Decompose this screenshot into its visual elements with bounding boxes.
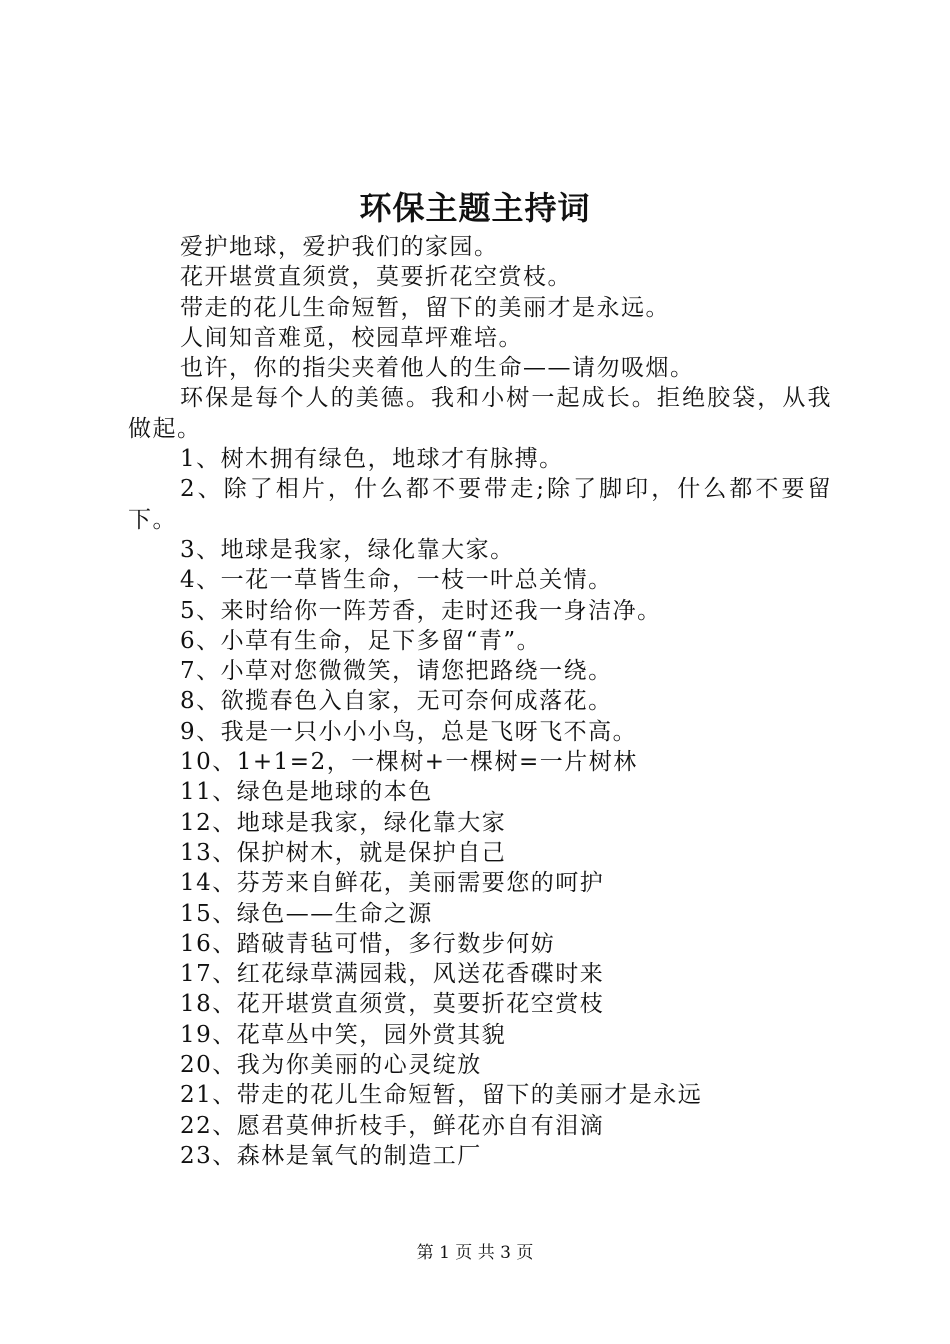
- paragraph: 11、绿色是地球的本色: [180, 779, 433, 806]
- paragraph: 5、来时给你一阵芳香，走时还我一身洁净。: [180, 597, 662, 624]
- page-title: 环保主题主持词: [359, 189, 591, 227]
- page-footer: 第 1 页 共 3 页: [416, 1243, 534, 1263]
- paragraph: 18、花开堪赏直须赏，莫要折花空赏枝: [180, 991, 605, 1018]
- paragraph: 环保是每个人的美德。我和小树一起成长。拒绝胶袋，从我做起。: [128, 385, 832, 442]
- paragraph: 23、森林是氧气的制造工厂: [180, 1142, 482, 1169]
- paragraph: 带走的花儿生命短暂，留下的美丽才是永远。: [180, 294, 670, 321]
- paragraph: 2、除了相片，什么都不要带走;除了脚印，什么都不要留下。: [128, 476, 832, 533]
- paragraph: 6、小草有生命，足下多留“青”。: [180, 627, 542, 654]
- paragraph: 花开堪赏直须赏，莫要折花空赏枝。: [180, 264, 572, 291]
- paragraph: 16、踏破青毡可惜，多行数步何妨: [180, 930, 556, 957]
- paragraph: 21、带走的花儿生命短暂，留下的美丽才是永远: [180, 1082, 703, 1109]
- paragraph: 也许，你的指尖夹着他人的生命——请勿吸烟。: [180, 355, 695, 382]
- paragraph: 4、一花一草皆生命，一枝一叶总关情。: [180, 567, 613, 594]
- paragraph: 12、地球是我家，绿化靠大家: [180, 809, 507, 836]
- paragraph: 8、欲揽春色入自家，无可奈何成落花。: [180, 688, 613, 715]
- paragraph: 1、树木拥有绿色，地球才有脉搏。: [180, 446, 564, 473]
- paragraph: 15、绿色——生命之源: [180, 900, 433, 927]
- paragraph: 9、我是一只小小小鸟，总是飞呀飞不高。: [180, 718, 638, 745]
- document-body: [128, 232, 832, 1171]
- paragraph: 17、红花绿草满园栽，风送花香碟时来: [180, 961, 605, 988]
- paragraph: 14、芬芳来自鲜花，美丽需要您的呵护: [180, 870, 605, 897]
- paragraph: 22、愿君莫伸折枝手，鲜花亦自有泪滴: [180, 1112, 605, 1139]
- paragraph: 人间知音难觅，校园草坪难培。: [180, 324, 523, 351]
- paragraph: 20、我为你美丽的心灵绽放: [180, 1052, 482, 1079]
- paragraph: 10、1+1=2，一棵树+一棵树=一片树林: [180, 749, 638, 776]
- paragraph: 3、地球是我家，绿化靠大家。: [180, 536, 515, 563]
- paragraph: 爱护地球，爱护我们的家园。: [180, 234, 499, 260]
- paragraph: 7、小草对您微微笑，请您把路绕一绕。: [180, 658, 613, 685]
- paragraph: 13、保护树木，就是保护自己: [180, 839, 507, 866]
- paragraph: 19、花草丛中笑，园外赏其貌: [180, 1021, 507, 1048]
